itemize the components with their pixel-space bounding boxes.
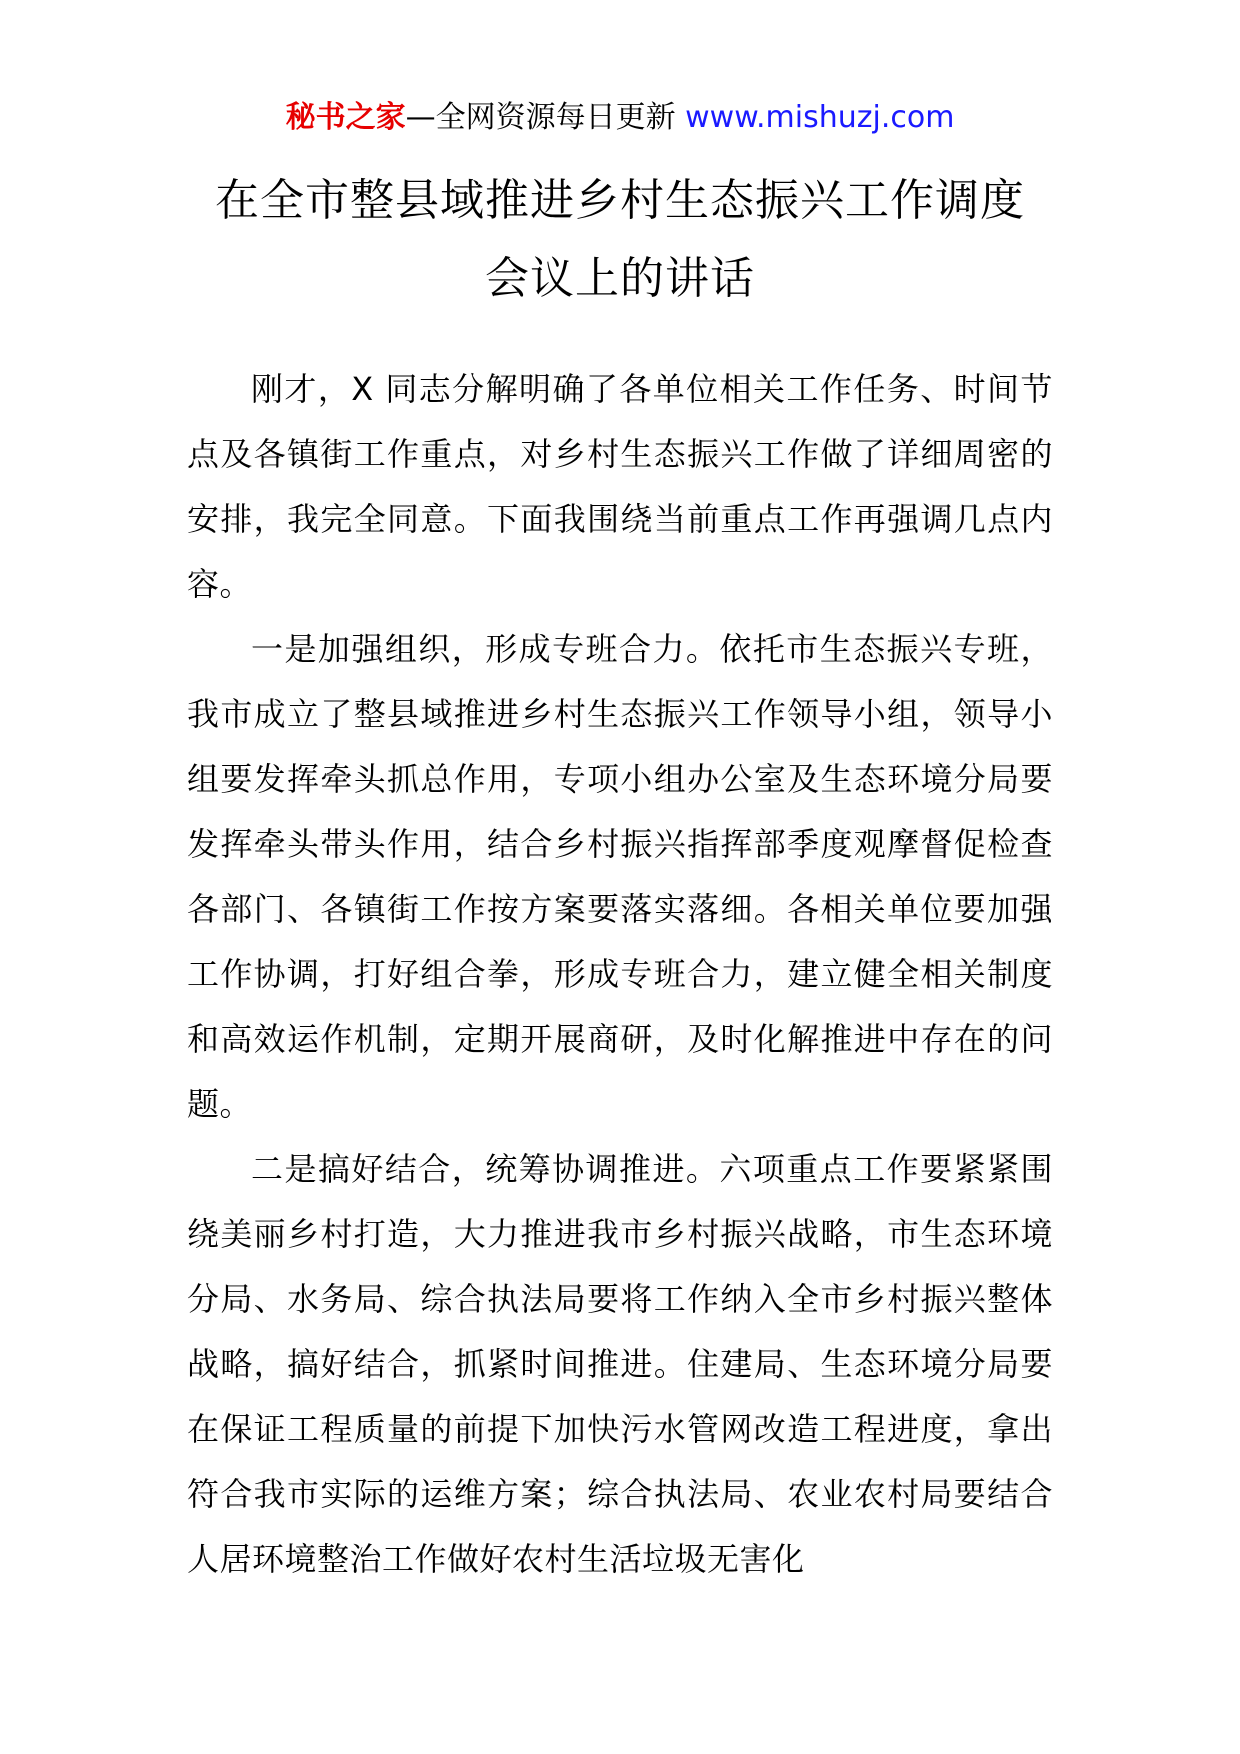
document-title-line-2: 会议上的讲话 [485,253,755,304]
paragraph-point-one: 一是加强组织，形成专班合力。依托市生态振兴专班，我市成立了整县域推进乡村生态振兴工作领导小组，领导小组要发挥牵头抓总作用，专项小组办公室及生态环境分局要发挥牵头带头作用，结合乡村振兴指挥部季度观摩督促检查各部门、各镇街工作按方案要落实落细。各相关单位要加强工作协调，打好组合拳，形成专班合力，建立健全相关制度和高效运作机制，定期开展商研，及时化解推进中存在的问题。 [187,630,1053,1123]
site-url-link[interactable]: www.mishuzj.com [685,100,955,135]
document-title-line-1: 在全市整县域推进乡村生态振兴工作调度 [215,175,1025,226]
paragraph-point-two: 二是搞好结合，统筹协调推进。六项重点工作要紧紧围绕美丽乡村打造，大力推进我市乡村振兴战略，市生态环境分局、水务局、综合执法局要将工作纳入全市乡村振兴整体战略，搞好结合，抓紧时间推进。住建局、生态环境分局要在保证工程质量的前提下加快污水管网改造工程进度，拿出符合我市实际的运维方案；综合执法局、农业农村局要结合人居环境整治工作做好农村生活垃圾无害化 [187,1150,1053,1578]
site-brand: 秘书之家 [285,100,406,135]
site-tagline: —全网资源每日更新 [405,100,686,135]
site-header [0,98,1240,138]
document-title [150,162,1090,318]
document-body [187,357,1053,1592]
paragraph-intro: 刚才，X 同志分解明确了各单位相关工作任务、时间节点及各镇街工作重点，对乡村生态振兴工作做了详细周密的安排，我完全同意。下面我围绕当前重点工作再强调几点内容。 [187,370,1053,603]
